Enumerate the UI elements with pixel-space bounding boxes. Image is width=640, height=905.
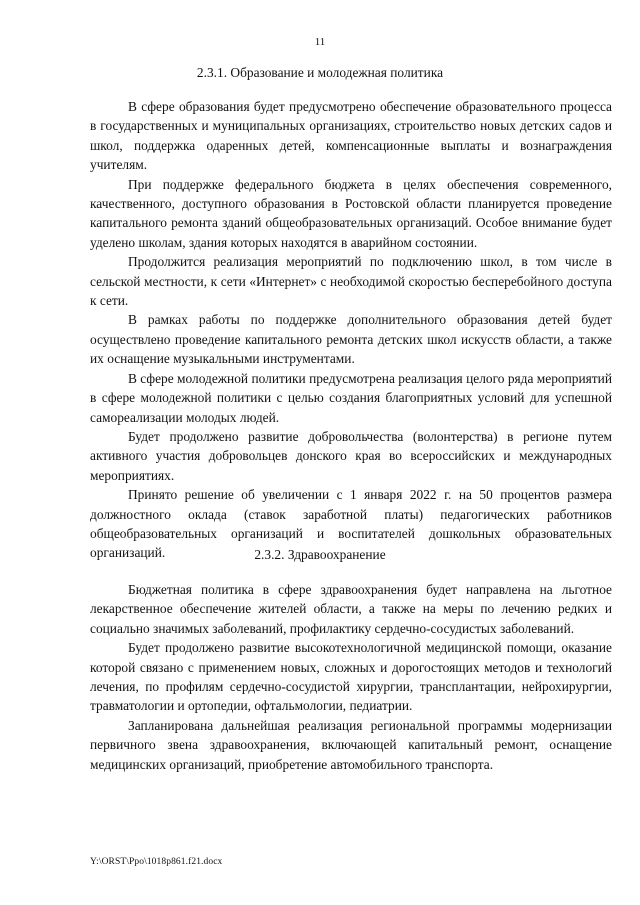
section-title-education: 2.3.1. Образование и молодежная политика — [196, 65, 444, 80]
paragraph: Продолжится реализация мероприятий по подключению школ, в том числе в сельской местности, к сети «Интернет» с необходимой скоростью бесперебойного доступа к сети. — [90, 254, 612, 309]
section-body-education — [90, 97, 612, 563]
paragraph: Запланирована дальнейшая реализация региональной программы модернизации первичного звена здравоохранения, включающей капитальный ремонт, оснащение медицинских организаций, приобретение автомобильного транспорта. — [90, 717, 612, 772]
paragraph: При поддержке федерального бюджета в целях обеспечения современного, качественного, доступного образования в Ростовской области планируется проведение капитального ремонта зданий общеобразовательных организаций. Особое внимание будет уделено школам, здания которых находятся в аварийном состоянии. — [90, 176, 612, 250]
paragraph: Бюджетная политика в сфере здравоохранения будет направлена на льготное лекарственное обеспечение жителей области, а также на меры по лечению редких и социально значимых заболеваний, профилактику сердечно-сосудистых заболеваний. — [90, 582, 612, 636]
section-body-healthcare — [90, 580, 612, 774]
paragraph: Будет продолжено развитие высокотехнологичной медицинской помощи, оказание которой связано с применением новых, сложных и дорогостоящих методов и технологий лечения, по профилям сердечно-сосудистой хирургии, трансплантации, нейрохирургии, травматологии и ортопедии, офтальмологии, педиатрии. — [90, 640, 612, 714]
file-path-footer: Y:\ORST\Ppo\1018p861.f21.docx — [90, 857, 223, 867]
page-number: 11 — [314, 36, 326, 48]
paragraph: В сфере образования будет предусмотрено обеспечение образовательного процесса в государственных и муниципальных организациях, строительство новых детских садов и школ, поддержка одаренных детей, компенсационные выплаты и вознаграждения учителям. — [90, 99, 612, 173]
paragraph: В сфере молодежной политики предусмотрена реализация целого ряда мероприятий в сфере молодежной политики с целью создания благоприятных условий для успешной самореализации молодых людей. — [90, 370, 612, 425]
section-title-healthcare: 2.3.2. Здравоохранение — [254, 547, 386, 562]
paragraph: Принято решение об увеличении с 1 января 2022 г. на 50 процентов размера должностного оклада (ставок заработной платы) педагогических работников общеобразовательных организаций и воспитателей дошкольных образовательных организаций. — [90, 487, 612, 561]
paragraph: В рамках работы по поддержке дополнительного образования детей будет осуществлено проведение капитального ремонта детских школ искусств области, а также их оснащение музыкальными инструментами. — [90, 312, 612, 367]
paragraph: Будет продолжено развитие добровольчества (волонтерства) в регионе путем активного участия добровольцев донского края во всероссийских и международных мероприятиях. — [90, 428, 612, 483]
